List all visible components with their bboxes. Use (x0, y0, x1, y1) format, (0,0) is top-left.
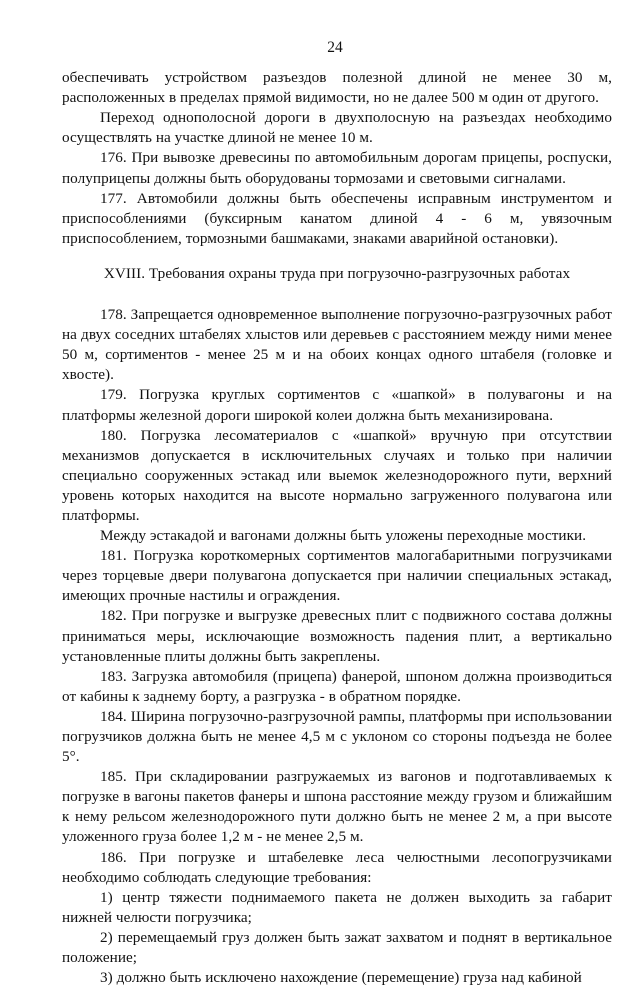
section-title: XVIII. Требования охраны труда при погрузочно-разгрузочных работах (103, 264, 571, 282)
paragraph-182: 182. При погрузке и выгрузке древесных плит с подвижного состава должны приниматься меры, исключающие возможность падения плит, а вертикально установленные плиты должны быть закреплены. (62, 607, 612, 665)
paragraph-185: 185. При складировании разгружаемых из вагонов и подготавливаемых к погрузке в вагоны пакетов фанеры и шпона расстояние между грузом и ближайшим к нему рельсом железнодорожного пути должно быть не менее 2 м, а при высоте уложенного груза более 1,2 м - не менее 2,5 м. (62, 768, 612, 846)
paragraph-186-item-2: 2) перемещаемый груз должен быть зажат захватом и поднят в вертикальное положение; (62, 928, 612, 967)
paragraph-186-item-3: 3) должно быть исключено нахождение (перемещение) груза над кабиной (100, 969, 582, 987)
page-number: 24 (327, 39, 343, 56)
document-page (62, 38, 612, 988)
paragraph-186: 186. При погрузке и штабелевке леса челюстными лесопогрузчиками необходимо соблюдать следующие требования: (62, 848, 612, 886)
paragraph-180: 180. Погрузка лесоматериалов с «шапкой» вручную при отсутствии механизмов допускается в исключительных случаях и только при наличии специально сооруженных эстакад или выемок железнодорожного пути, верхний уровень которых находится на высоте нормально загруженного полувагона или платформы. (62, 426, 612, 524)
paragraph-181: 181. Погрузка короткомерных сортиментов малогабаритными погрузчиками через торцевые двери полувагона допускается при наличии специальных эстакад, имеющих прочные настилы и ограждения. (62, 547, 612, 605)
paragraph-lane-transition: Переход однополосной дороги в двухполосную на разъездах необходимо осуществлять на участке длиной не менее 10 м. (62, 109, 612, 147)
paragraph-184: 184. Ширина погрузочно-разгрузочной рампы, платформы при использовании погрузчиков должна быть не менее 4,5 м с уклоном со стороны подъезда не более 5°. (62, 707, 612, 766)
paragraph-176: 176. При вывозке древесины по автомобильным дорогам прицепы, роспуски, полуприцепы должны быть оборудованы тормозами и световыми сигналами. (62, 149, 612, 187)
paragraph-180-bridges: Между эстакадой и вагонами должны быть уложены переходные мостики. (100, 527, 587, 545)
paragraph-continuation: обеспечивать устройством разъездов полезной длиной не менее 30 м, расположенных в пределах прямой видимости, но не далее 500 м один от другого. (62, 69, 612, 107)
paragraph-179: 179. Погрузка круглых сортиментов с «шапкой» в полувагоны и на платформы железной дороги широкой колеи должна быть механизирована. (62, 386, 612, 424)
paragraph-178: 178. Запрещается одновременное выполнение погрузочно-разгрузочных работ на двух соседних штабелях хлыстов или деревьев с расстоянием между ними менее 50 м, сортиментов - менее 25 м и на обоих концах одного штабеля (головке и хвосте). (62, 306, 612, 384)
paragraph-177: 177. Автомобили должны быть обеспечены исправным инструментом и приспособлениями (буксирным канатом длиной 4 - 6 м, увязочным приспособлением, тормозными башмаками, знаками аварийной остановки). (62, 189, 612, 247)
paragraph-186-item-1: 1) центр тяжести поднимаемого пакета не должен выходить за габарит нижней челюсти погрузчика; (62, 888, 612, 926)
paragraph-183: 183. Загрузка автомобиля (прицепа) фанерой, шпоном должна производиться от кабины к заднему борту, а разгрузка - в обратном порядке. (62, 667, 612, 705)
